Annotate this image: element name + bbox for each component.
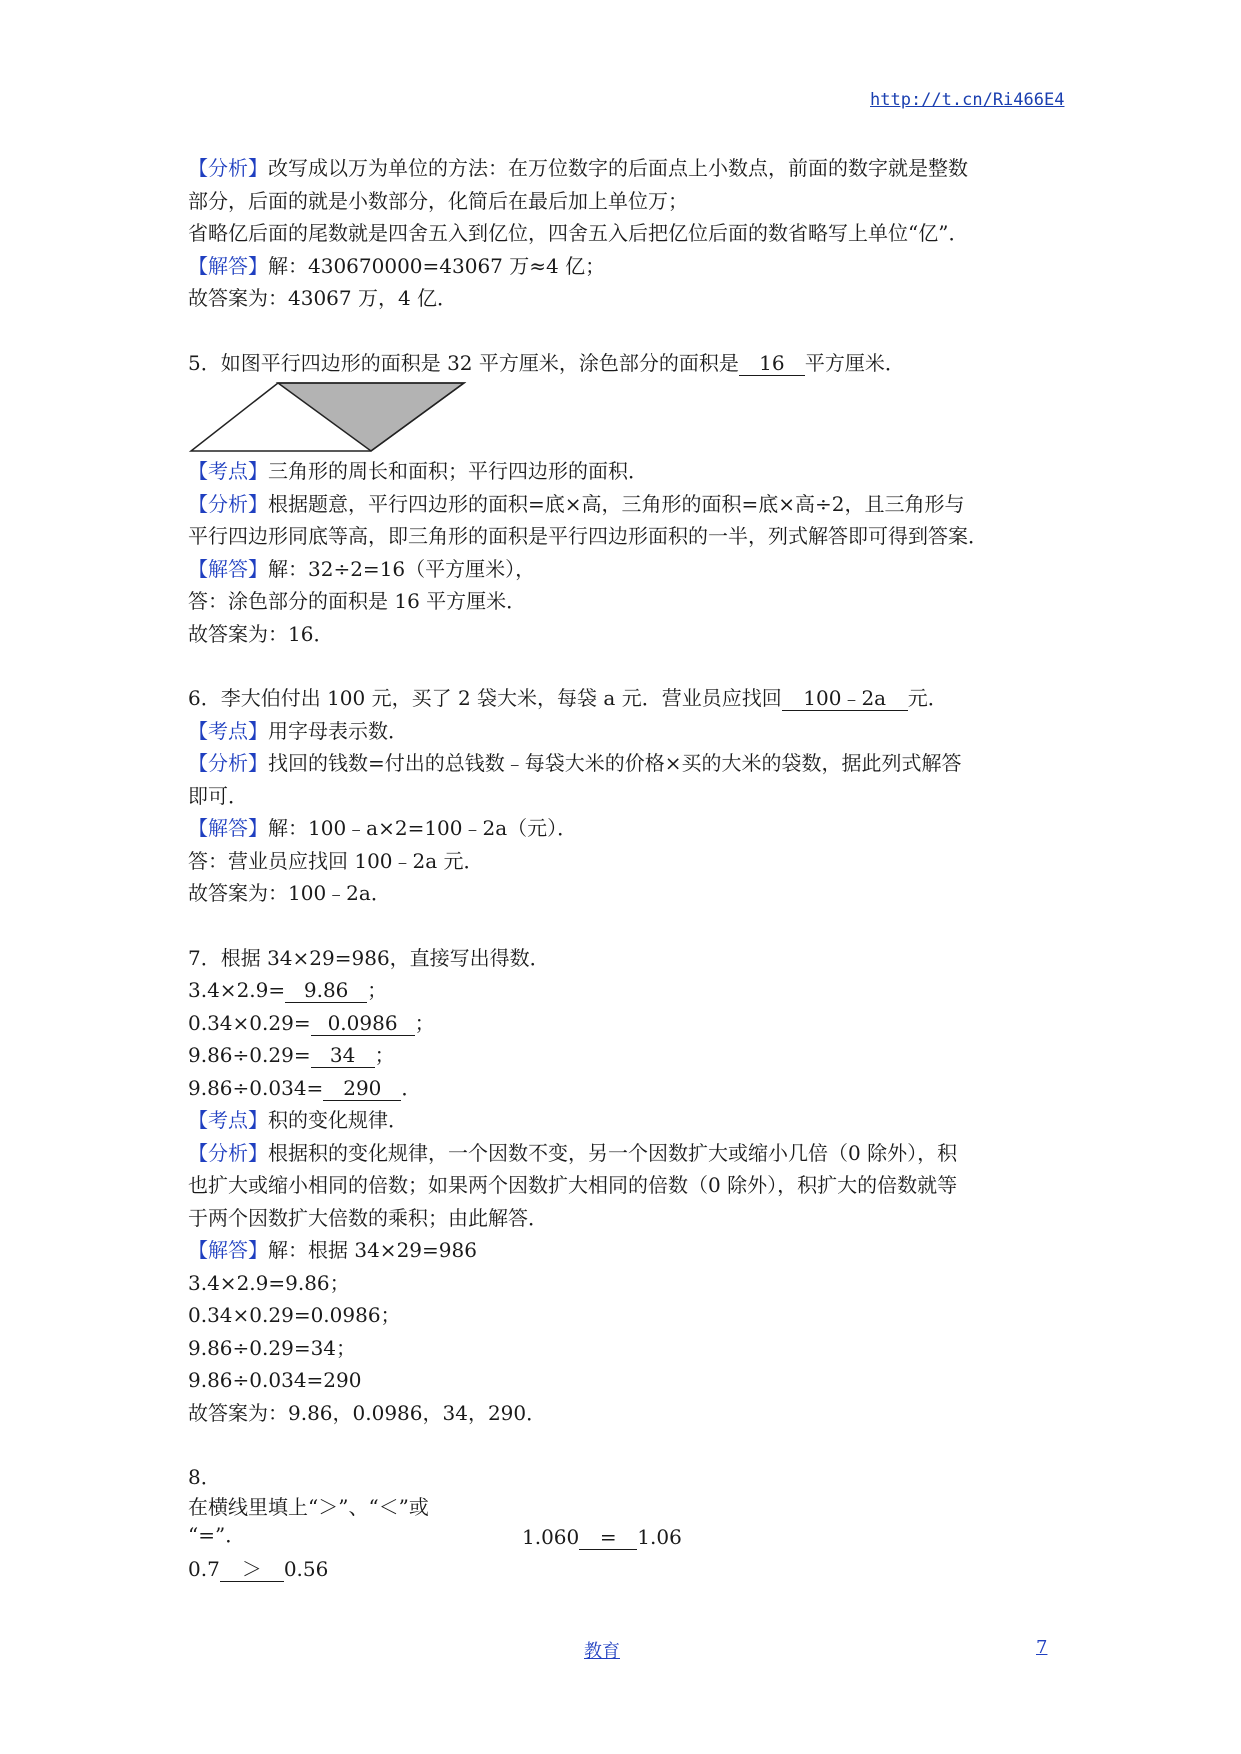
q7-item-4: 9.86÷0.034= 290 ．	[188, 1075, 422, 1100]
q7-answer-blank-4: 290	[323, 1076, 401, 1101]
shaded-triangle	[278, 383, 464, 451]
q5-kaodian: 【考点】三角形的周长和面积；平行四边形的面积．	[188, 459, 648, 483]
q6-final-answer: 故答案为：100﹣2a．	[188, 881, 391, 905]
q7-analysis: 【分析】根据积的变化规律，一个因数不变，另一个因数扩大或缩小几倍（0 除外），积	[188, 1140, 958, 1165]
q7-answer-line-3: 0.34×0.29=0.0986；	[188, 1303, 401, 1327]
kaodian-tag: 【考点】	[188, 718, 268, 743]
q5-final-answer: 故答案为：16．	[188, 621, 334, 646]
q4-answer: 【解答】解：430670000=43067 万≈4 亿；	[188, 253, 606, 278]
parallelogram-svg	[188, 381, 468, 453]
analysis-tag: 【分析】	[188, 491, 268, 516]
q8-pair-2: 0.7 ＞ 0.56	[188, 1557, 329, 1581]
q6-answer: 【解答】解：100﹣a×2=100﹣2a（元）．	[188, 816, 578, 840]
q5-answer-blank: 16	[739, 351, 805, 376]
q5-analysis: 【分析】根据题意，平行四边形的面积=底×高，三角形的面积=底×高÷2，且三角形与	[188, 491, 965, 516]
q7-answer-blank-1: 9.86	[285, 978, 367, 1003]
analysis-tag: 【分析】	[188, 156, 268, 180]
q7-answer-blank-3: 34	[311, 1043, 375, 1068]
answer-tag: 【解答】	[188, 816, 268, 840]
kaodian-tag: 【考点】	[188, 1108, 268, 1132]
q8-stem-line-2: “=”．	[188, 1523, 246, 1547]
q4-analysis: 【分析】改写成以万为单位的方法：在万位数字的后面点上小数点，前面的数字就是整数	[188, 156, 968, 180]
footer-center-link[interactable]: 教育	[584, 1641, 620, 1662]
document-body	[188, 152, 1068, 1591]
q7-item-3: 9.86÷0.29= 34 ；	[188, 1043, 395, 1067]
q8-answer-blank-2: ＞	[220, 1557, 284, 1582]
q8-stem-line-1: 在横线里填上“＞”、“＜”或	[188, 1495, 429, 1519]
q7-analysis-line-3: 于两个因数扩大倍数的乘积；由此解答．	[188, 1205, 548, 1230]
answer-tag: 【解答】	[188, 1238, 268, 1262]
q7-answer-line-4: 9.86÷0.29=34；	[188, 1335, 357, 1360]
q5-analysis-line-2: 平行四边形同底等高，即三角形的面积是平行四边形面积的一半，列式解答即可得到答案．	[188, 524, 988, 548]
q7-final-answer: 故答案为：9.86，0.0986，34，290．	[188, 1400, 547, 1425]
q8-block	[188, 1461, 1068, 1591]
q7-answer-line-2: 3.4×2.9=9.86；	[188, 1270, 350, 1295]
q7-item-1: 3.4×2.9= 9.86 ；	[188, 978, 388, 1002]
answer-tag: 【解答】	[188, 556, 268, 581]
page-number-link[interactable]: 7	[1036, 1637, 1048, 1658]
q7-item-2: 0.34×0.29= 0.0986 ；	[188, 1010, 435, 1035]
q7-answer: 【解答】解：根据 34×29=986	[188, 1238, 477, 1262]
q7-answer-blank-2: 0.0986	[311, 1011, 415, 1036]
q5-answer-line-2: 答：涂色部分的面积是 16 平方厘米．	[188, 589, 527, 613]
q8-answer-blank-1: =	[579, 1525, 637, 1550]
q7-answer-line-5: 9.86÷0.034=290	[188, 1368, 362, 1392]
q6-kaodian: 【考点】用字母表示数．	[188, 718, 408, 743]
q7-kaodian: 【考点】积的变化规律．	[188, 1108, 408, 1132]
q6-analysis: 【分析】找回的钱数=付出的总钱数﹣每袋大米的价格×买的大米的袋数，据此列式解答	[188, 751, 962, 775]
analysis-tag: 【分析】	[188, 1140, 268, 1165]
q7-analysis-line-2: 也扩大或缩小相同的倍数；如果两个因数扩大相同的倍数（0 除外），积扩大的倍数就等	[188, 1173, 958, 1197]
header-url-link[interactable]: http://t.cn/Ri466E4	[870, 90, 1065, 110]
q6-answer-line-2: 答：营业员应找回 100﹣2a 元．	[188, 848, 484, 873]
kaodian-tag: 【考点】	[188, 459, 268, 483]
q4-analysis-line-3: 省略亿后面的尾数就是四舍五入到亿位，四舍五入后把亿位后面的数省略写上单位“亿”．	[188, 221, 969, 245]
q5-answer: 【解答】解：32÷2=16（平方厘米），	[188, 556, 536, 581]
q4-analysis-line-2: 部分，后面的就是小数部分，化简后在最后加上单位万；	[188, 188, 688, 213]
q8-pair-1: 1.060 = 1.06	[522, 1525, 682, 1549]
q5-stem: 5．如图平行四边形的面积是 32 平方厘米，涂色部分的面积是 16 平方厘米．	[188, 350, 905, 375]
q6-answer-blank: 100﹣2a	[782, 686, 908, 711]
answer-tag: 【解答】	[188, 253, 268, 278]
q6-analysis-line-2: 即可．	[188, 783, 248, 808]
q6-stem: 6．李大伯付出 100 元，买了 2 袋大米，每袋 a 元．营业员应找回 100﹣2a 元．	[188, 686, 948, 710]
q7-stem: 7．根据 34×29=986，直接写出得数．	[188, 945, 550, 970]
q4-final-answer: 故答案为：43067 万，4 亿．	[188, 286, 458, 310]
analysis-tag: 【分析】	[188, 751, 268, 775]
parallelogram-figure	[188, 381, 1068, 455]
q8-number: 8．	[188, 1465, 221, 1489]
